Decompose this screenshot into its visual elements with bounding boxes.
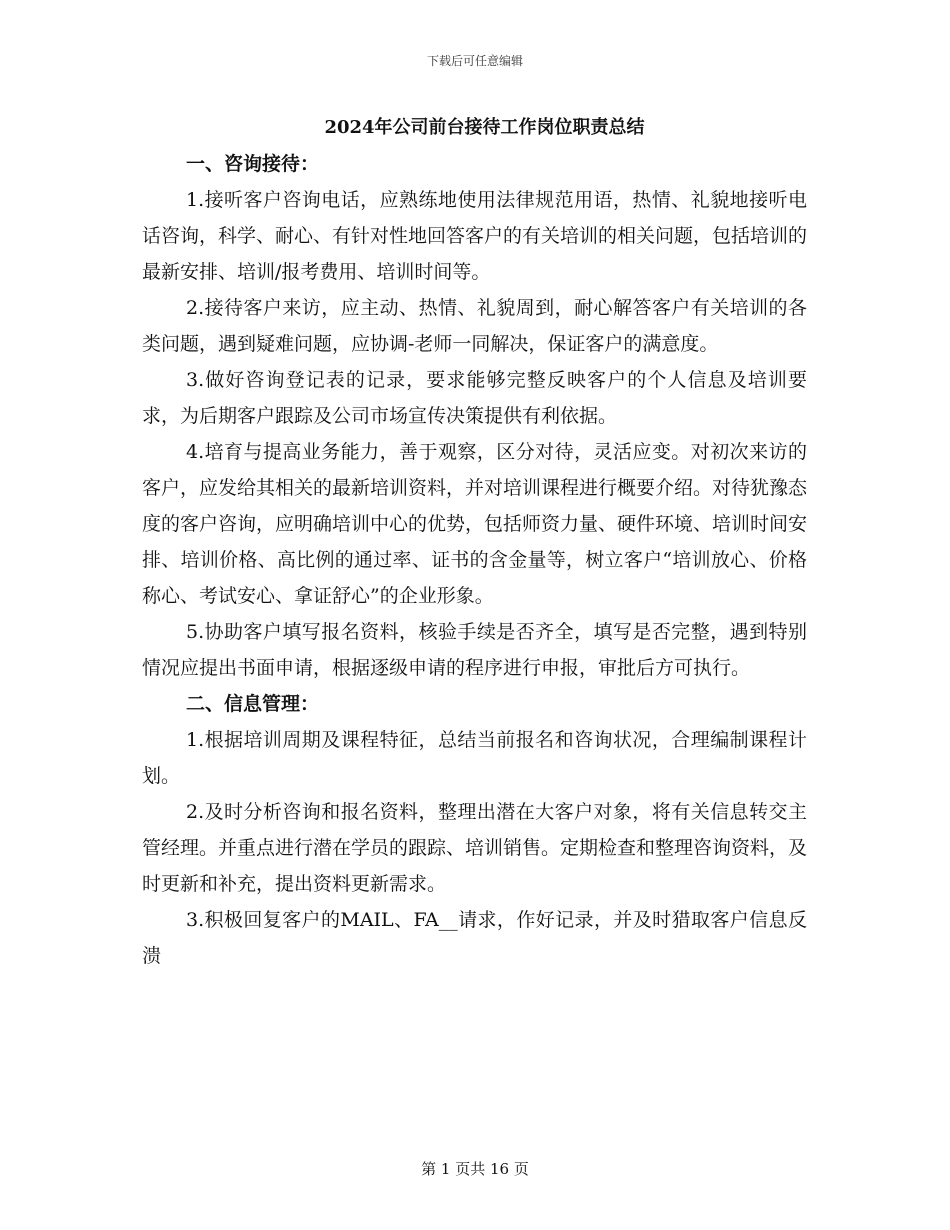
- document-body: [142, 110, 807, 974]
- paragraph: 1.根据培训周期及课程特征，总结当前报名和咨询状况，合理编制课程计划。: [142, 729, 807, 787]
- page-number: 第 1 页共 16 页: [421, 1160, 529, 1178]
- section-info-management: [142, 686, 807, 974]
- header-note: 下载后可任意编辑: [426, 54, 523, 68]
- paragraph: 3.做好咨询登记表的记录，要求能够完整反映客户的个人信息及培训要求，为后期客户跟踪及公司市场宣传决策提供有利依据。: [142, 369, 807, 427]
- paragraph: 1.接听客户咨询电话，应熟练地使用法律规范用语，热情、礼貌地接听电话咨询，科学、耐心、有针对性地回答客户的有关培训的相关问题，包括培训的最新安排、培训/报考费用、培训时间等。: [142, 189, 808, 283]
- section-consulting: [142, 146, 807, 686]
- paragraph: 2.及时分析咨询和报名资料，整理出潜在大客户对象，将有关信息转交主管经理。并重点进行潜在学员的跟踪、培训销售。定期检查和整理咨询资料，及时更新和补充，提出资料更新需求。: [142, 801, 808, 895]
- paragraph: 5.协助客户填写报名资料，核验手续是否齐全，填写是否完整，遇到特别情况应提出书面申请，根据逐级申请的程序进行申报，审批后方可执行。: [142, 621, 807, 679]
- section-heading: 二、信息管理：: [186, 693, 320, 715]
- paragraph: 2.接待客户来访，应主动、热情、礼貌周到，耐心解答客户有关培训的各类问题，遇到疑难问题，应协调-老师一同解决，保证客户的满意度。: [142, 297, 807, 355]
- document-title: 2024年公司前台接待工作岗位职责总结: [324, 117, 645, 138]
- section-heading: 一、咨询接待：: [186, 153, 320, 175]
- paragraph: 3.积极回复客户的MAIL、FA__请求，作好记录，并及时猎取客户信息反溃: [142, 909, 807, 967]
- paragraph: 4.培育与提高业务能力，善于观察，区分对待，灵活应变。对初次来访的客户，应发给其相关的最新培训资料，并对培训课程进行概要介绍。对待犹豫态度的客户咨询，应明确培训中心的优势，包括师资力量、硬件环境、培训时间安排、培训价格、高比例的通过率、证书的含金量等，树立客户“培训放心、价格称心、考试安心、拿证舒心”的企业形象。: [142, 441, 808, 607]
